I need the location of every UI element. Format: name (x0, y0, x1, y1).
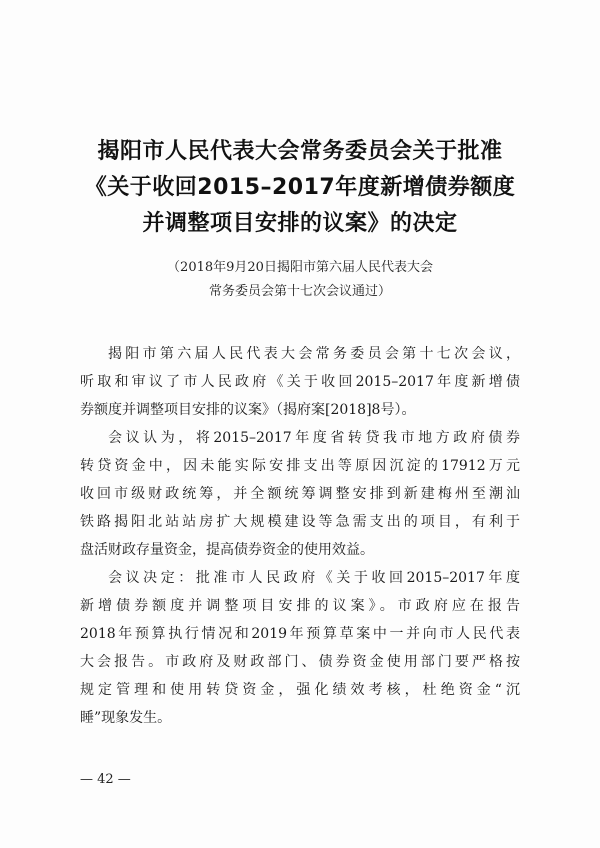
paragraph-2-line-2: 转贷资金中，因未能实际安排支出等原因沉淀的17912万元 (80, 458, 520, 474)
paragraph-1-line-3: 券额度并调整项目安排的议案》（揭府案[2018]8号）。 (80, 402, 416, 418)
title-line-1: 揭阳市人民代表大会常务委员会关于批准 (97, 139, 503, 164)
paragraph-3-line-6: 睡”现象发生。 (80, 710, 172, 726)
paragraph-3-line-5: 规定管理和使用转贷资金，强化绩效考核，杜绝资金“沉 (80, 682, 520, 698)
paragraph-2-line-1: 会议认为，将2015–2017年度省转贷我市地方政府债券 (108, 430, 520, 446)
paragraph-2-line-3: 收回市级财政统筹，并全额统筹调整安排到新建梅州至潮汕 (80, 486, 520, 502)
paragraph-1-line-1: 揭阳市第六届人民代表大会常务委员会第十七次会议， (108, 346, 520, 362)
title-line-3: 并调整项目安排的议案》的决定 (142, 211, 458, 236)
subtitle-line-1: （2018年9月20日揭阳市第六届人民代表大会 (167, 260, 433, 275)
paragraph-3-line-3: 2018年预算执行情况和2019年预算草案中一并向市人民代表 (80, 626, 520, 642)
paragraph-2-line-4: 铁路揭阳北站站房扩大规模建设等急需支出的项目，有利于 (80, 514, 520, 530)
document-body (80, 340, 520, 732)
document-title (60, 134, 540, 242)
title-line-2: 《关于收回2015–2017年度新增债券额度 (84, 175, 516, 200)
paragraph-3-line-4: 大会报告。市政府及财政部门、债券资金使用部门要严格按 (80, 654, 520, 670)
paragraph-2-line-5: 盘活财政存量资金，提高债券资金的使用效益。 (80, 542, 374, 558)
page-number: — 42 — (80, 772, 131, 787)
paragraph-1-line-2: 听取和审议了市人民政府《关于收回2015–2017年度新增债 (80, 374, 520, 390)
subtitle-line-2: 常务委员会第十七次会议通过） (208, 284, 391, 299)
document-subtitle (60, 256, 540, 304)
paragraph-3-line-2: 新增债券额度并调整项目安排的议案》。市政府应在报告 (80, 598, 520, 614)
paragraph-3-line-1: 会议决定：批准市人民政府《关于收回2015–2017年度 (108, 570, 520, 586)
